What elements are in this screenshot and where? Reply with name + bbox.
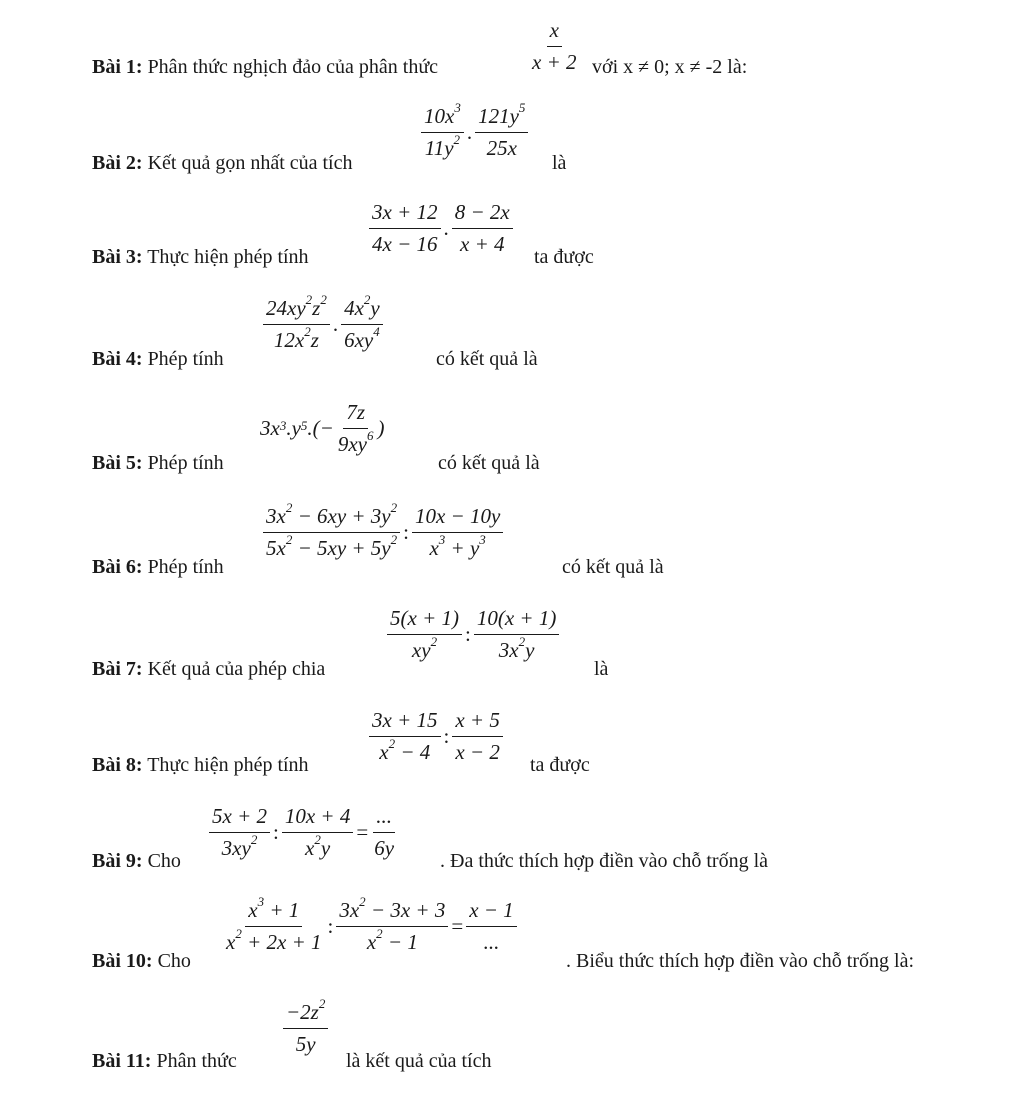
problem-7-after: là — [594, 658, 609, 680]
formula-6: $\frac{3x^2 - 6xy + 3y^2}{5x^2 - 5xy + 5y^2}$ : $\frac{10x - 10y}{x^3 + y^3}$ — [262, 504, 504, 561]
problem-2 — [92, 152, 353, 175]
formula-2: $\frac{10x^3}{11y^2}$ . $\frac{121y^5}{25x}$ — [420, 104, 529, 161]
problem-label: Bài 5: — [92, 452, 143, 474]
problem-text: Cho — [157, 950, 191, 972]
fraction: $\frac{x}{x + 2}$ — [532, 18, 577, 74]
problem-text: Thực hiện phép tính — [147, 754, 309, 776]
problem-3-after: ta được — [534, 246, 594, 268]
problem-1 — [92, 56, 438, 79]
problem-label: Bài 2: — [92, 152, 143, 174]
problem-6-after: có kết quả là — [562, 556, 664, 578]
formula-9: $\frac{5x + 2}{3xy^2}$ : $\frac{10x + 4}{x^2y}$ = $\frac{...}{6y}$ — [208, 804, 398, 861]
fraction: $\frac{7z}{9xy^6}$ — [337, 400, 374, 456]
problem-label: Bài 6: — [92, 556, 143, 578]
fraction: $\frac{...}{6y}$ — [374, 804, 395, 860]
fraction: $\frac{x + 5}{x - 2}$ — [452, 708, 503, 765]
problem-text: Phép tính — [147, 556, 224, 578]
fraction: $\frac{4x^2y}{6xy^4}$ — [341, 296, 383, 353]
formula-4: $\frac{24xy^2z^2}{12x^2z}$ . $\frac{4x^2y}{6xy^4}$ — [262, 296, 384, 353]
problem-text: Phân thức — [156, 1050, 237, 1072]
fraction: $\frac{3x^2 - 3x + 3}{x^2 - 1}$ — [336, 898, 448, 955]
fraction: $\frac{-2z^2}{5y}$ — [283, 1000, 328, 1057]
problem-text: Phép tính — [147, 452, 224, 474]
formula-10: $\frac{x^3 + 1}{x^2 + 2x + 1}$ : $\frac{3x^2 - 3x + 3}{x^2 - 1}$ = $\frac{x - 1}{...}$ — [222, 898, 518, 955]
problem-1-after: với x ≠ 0; x ≠ -2 là: — [592, 56, 748, 78]
fraction: $\frac{8 - 2x}{x + 4}$ — [452, 200, 513, 257]
problem-label: Bài 11: — [92, 1050, 152, 1072]
problem-text: Cho — [147, 850, 181, 872]
problem-text: Phân thức nghịch đảo của phân thức — [147, 56, 439, 78]
problem-10 — [92, 950, 191, 973]
problem-label: Bài 3: — [92, 246, 143, 268]
problem-5 — [92, 452, 224, 475]
fraction: $\frac{3x^2 - 6xy + 3y^2}{5x^2 - 5xy + 5y^2}$ — [263, 504, 400, 561]
problem-label: Bài 4: — [92, 348, 143, 370]
problem-6 — [92, 556, 224, 579]
formula-5: 3x $^3$ .y $^5$ .(− $\frac{7z}{9xy^6}$ ) — [260, 400, 385, 456]
fraction: $\frac{x^3 + 1}{x^2 + 2x + 1}$ — [226, 894, 322, 954]
fraction: $\frac{5(x + 1)}{xy^2}$ — [387, 606, 462, 663]
problem-7 — [92, 658, 325, 681]
problem-3 — [92, 246, 309, 269]
problem-label: Bài 8: — [92, 754, 143, 776]
problem-4-after: có kết quả là — [436, 348, 538, 370]
fraction: $\frac{10x^3}{11y^2}$ — [421, 104, 464, 161]
fraction: $\frac{3x + 12}{4x - 16}$ — [369, 200, 441, 257]
fraction: $\frac{x - 1}{...}$ — [466, 898, 517, 955]
fraction: $\frac{24xy^2z^2}{12x^2z}$ — [263, 296, 330, 353]
problem-text: Phép tính — [147, 348, 224, 370]
problem-label: Bài 9: — [92, 850, 143, 872]
problem-10-after: . Biểu thức thích hợp điền vào chỗ trống là: — [566, 950, 915, 972]
fraction: $\frac{3x + 15}{x^2 - 4}$ — [369, 708, 441, 765]
formula-8: $\frac{3x + 15}{x^2 - 4}$ : $\frac{x + 5}{x - 2}$ — [368, 708, 504, 765]
problem-label: Bài 1: — [92, 56, 143, 78]
problem-label: Bài 10: — [92, 950, 153, 972]
problem-11-after: là kết quả của tích — [346, 1050, 492, 1072]
problem-9 — [92, 850, 181, 873]
problem-8 — [92, 754, 309, 777]
fraction: $\frac{121y^5}{25x}$ — [475, 104, 528, 161]
problem-label: Bài 7: — [92, 658, 143, 680]
problem-11 — [92, 1050, 237, 1073]
problem-8-after: ta được — [530, 754, 590, 776]
problem-9-after: . Đa thức thích hợp điền vào chỗ trống là — [440, 850, 768, 872]
fraction: $\frac{5x + 2}{3xy^2}$ — [209, 804, 270, 861]
formula-7: $\frac{5(x + 1)}{xy^2}$ : $\frac{10(x + 1)}{3x^2y}$ — [386, 606, 560, 663]
problem-4 — [92, 348, 224, 371]
formula-1 — [528, 18, 581, 75]
problem-text: Thực hiện phép tính — [147, 246, 309, 268]
formula-11 — [282, 996, 329, 1057]
formula-3: $\frac{3x + 12}{4x - 16}$ . $\frac{8 - 2x}{x + 4}$ — [368, 200, 514, 257]
fraction: $\frac{10x + 4}{x^2y}$ — [282, 804, 354, 861]
fraction: $\frac{10(x + 1)}{3x^2y}$ — [474, 606, 559, 663]
fraction: $\frac{10x - 10y}{x^3 + y^3}$ — [412, 504, 503, 561]
problem-2-after: là — [552, 152, 567, 174]
problem-5-after: có kết quả là — [438, 452, 540, 474]
problem-text: Kết quả của phép chia — [147, 658, 326, 680]
problem-text: Kết quả gọn nhất của tích — [147, 152, 353, 174]
